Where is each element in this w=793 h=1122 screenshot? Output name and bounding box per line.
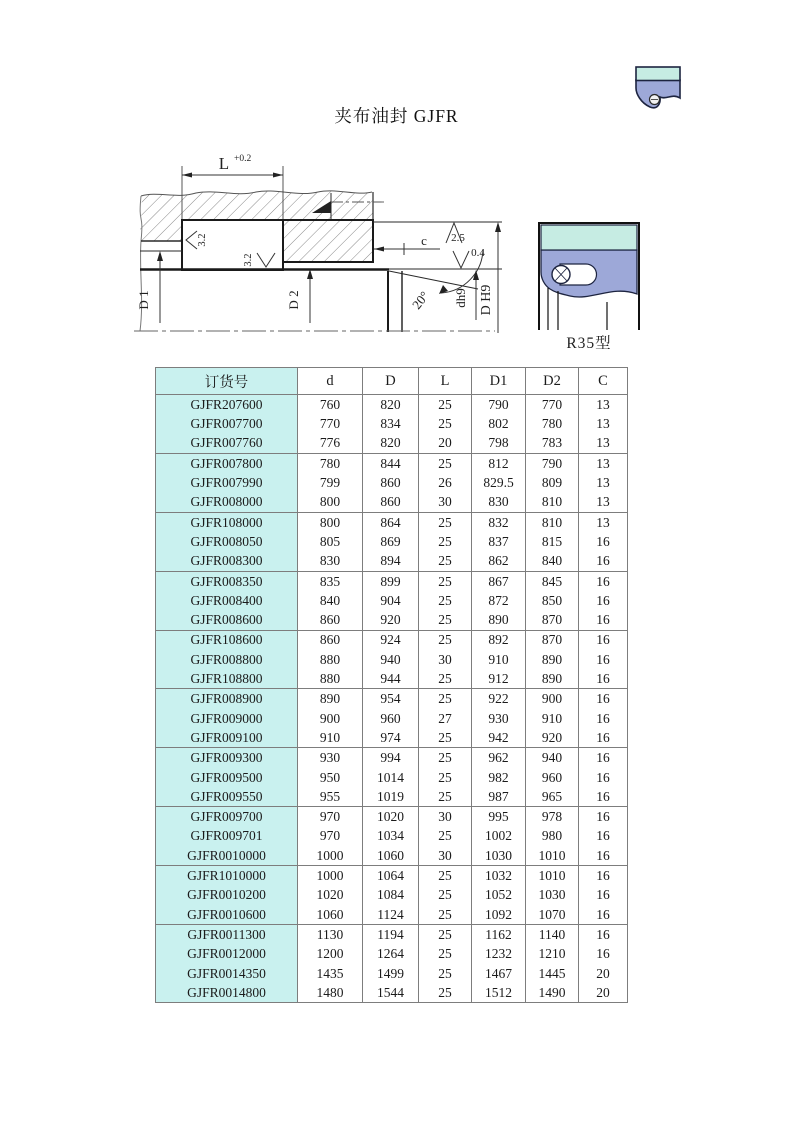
order-number-cell: GJFR108600: [156, 630, 298, 650]
value-cell: 30: [419, 846, 472, 866]
table-row: [156, 630, 628, 650]
value-cell: 800: [298, 492, 363, 512]
table-row: [156, 748, 628, 768]
value-cell: 960: [526, 768, 579, 787]
order-number-cell: GJFR008350: [156, 571, 298, 591]
value-cell: 25: [419, 964, 472, 983]
value-cell: 25: [419, 610, 472, 630]
table-row: [156, 473, 628, 492]
value-cell: 835: [298, 571, 363, 591]
value-cell: 820: [363, 434, 419, 454]
value-cell: 954: [363, 689, 419, 709]
column-header-0: 订货号: [156, 368, 298, 395]
value-cell: 30: [419, 807, 472, 827]
label-seal-type: R35型: [566, 335, 612, 352]
value-cell: 910: [298, 728, 363, 748]
value-cell: 1490: [526, 983, 579, 1003]
order-number-cell: GJFR009300: [156, 748, 298, 768]
label-rough-shaft: 0.4: [471, 247, 485, 259]
value-cell: 995: [472, 807, 526, 827]
r35-top-band: [541, 225, 637, 250]
value-cell: 955: [298, 787, 363, 807]
value-cell: 900: [526, 689, 579, 709]
value-cell: 1232: [472, 944, 526, 963]
value-cell: 860: [363, 473, 419, 492]
value-cell: 16: [579, 944, 628, 963]
value-cell: 840: [526, 551, 579, 571]
table-row: [156, 846, 628, 866]
value-cell: 805: [298, 532, 363, 551]
value-cell: 864: [363, 512, 419, 532]
value-cell: 850: [526, 591, 579, 610]
value-cell: 920: [363, 610, 419, 630]
value-cell: 16: [579, 885, 628, 904]
value-cell: 860: [298, 610, 363, 630]
value-cell: 25: [419, 885, 472, 904]
value-cell: 25: [419, 571, 472, 591]
order-number-cell: GJFR009500: [156, 768, 298, 787]
table-row: [156, 434, 628, 454]
value-cell: 799: [298, 473, 363, 492]
value-cell: 20: [579, 964, 628, 983]
order-number-cell: GJFR009550: [156, 787, 298, 807]
value-cell: 950: [298, 768, 363, 787]
dimension-d2: [286, 269, 313, 323]
table-row: [156, 925, 628, 945]
value-cell: 830: [298, 551, 363, 571]
value-cell: 1445: [526, 964, 579, 983]
table-row: [156, 728, 628, 748]
value-cell: 780: [298, 453, 363, 473]
value-cell: 812: [472, 453, 526, 473]
value-cell: 1002: [472, 827, 526, 846]
label-dim-d2: D 2: [286, 290, 301, 310]
table-row: [156, 905, 628, 925]
order-number-cell: GJFR0014800: [156, 983, 298, 1003]
label-rough-bore: 2.5: [451, 232, 465, 244]
value-cell: 810: [526, 492, 579, 512]
order-number-cell: GJFR007990: [156, 473, 298, 492]
value-cell: 25: [419, 669, 472, 689]
value-cell: 16: [579, 630, 628, 650]
order-number-cell: GJFR009000: [156, 709, 298, 728]
value-cell: 16: [579, 768, 628, 787]
value-cell: 940: [363, 650, 419, 669]
value-cell: 840: [298, 591, 363, 610]
value-cell: 25: [419, 414, 472, 433]
value-cell: 970: [298, 807, 363, 827]
logo-seal-top-band: [636, 67, 680, 81]
table-row: [156, 807, 628, 827]
label-dim-l-tol: +0.2: [234, 154, 252, 164]
table-row: [156, 885, 628, 904]
value-cell: 869: [363, 532, 419, 551]
value-cell: 13: [579, 395, 628, 415]
size-table: [155, 367, 628, 1003]
value-cell: 30: [419, 650, 472, 669]
value-cell: 974: [363, 728, 419, 748]
value-cell: 809: [526, 473, 579, 492]
label-dim-c: c: [421, 233, 427, 248]
label-rough-seal-2: 3.2: [243, 253, 254, 267]
column-header-3: L: [419, 368, 472, 395]
value-cell: 1020: [363, 807, 419, 827]
value-cell: 1092: [472, 905, 526, 925]
value-cell: 1030: [526, 885, 579, 904]
value-cell: 16: [579, 532, 628, 551]
value-cell: 16: [579, 709, 628, 728]
value-cell: 870: [526, 610, 579, 630]
value-cell: 912: [472, 669, 526, 689]
value-cell: 25: [419, 630, 472, 650]
value-cell: 20: [579, 983, 628, 1003]
label-dim-d1: D 1: [136, 290, 151, 310]
value-cell: 815: [526, 532, 579, 551]
value-cell: 870: [526, 630, 579, 650]
value-cell: 1030: [472, 846, 526, 866]
table-row: [156, 453, 628, 473]
value-cell: 25: [419, 395, 472, 415]
value-cell: 16: [579, 748, 628, 768]
value-cell: 25: [419, 728, 472, 748]
order-number-cell: GJFR008000: [156, 492, 298, 512]
value-cell: 994: [363, 748, 419, 768]
value-cell: 880: [298, 669, 363, 689]
value-cell: 1194: [363, 925, 419, 945]
table-row: [156, 964, 628, 983]
order-number-cell: GJFR0012000: [156, 944, 298, 963]
value-cell: 1014: [363, 768, 419, 787]
value-cell: 26: [419, 473, 472, 492]
order-number-cell: GJFR108000: [156, 512, 298, 532]
table-row: [156, 944, 628, 963]
value-cell: 1124: [363, 905, 419, 925]
value-cell: 16: [579, 827, 628, 846]
value-cell: 16: [579, 787, 628, 807]
value-cell: 1060: [298, 905, 363, 925]
value-cell: 25: [419, 453, 472, 473]
column-header-1: d: [298, 368, 363, 395]
value-cell: 1020: [298, 885, 363, 904]
value-cell: 1060: [363, 846, 419, 866]
label-dim-l: L: [218, 154, 230, 173]
table-row: [156, 983, 628, 1003]
dimension-DH9: [479, 222, 501, 333]
table-header-row: [156, 368, 628, 395]
value-cell: 1010: [526, 866, 579, 886]
value-cell: 924: [363, 630, 419, 650]
column-header-4: D1: [472, 368, 526, 395]
value-cell: 13: [579, 512, 628, 532]
value-cell: 776: [298, 434, 363, 454]
dimension-dh9: [453, 270, 479, 320]
value-cell: 880: [298, 650, 363, 669]
roughness-2-5: [446, 223, 465, 244]
value-cell: 25: [419, 787, 472, 807]
value-cell: 13: [579, 434, 628, 454]
value-cell: 832: [472, 512, 526, 532]
table-row: [156, 650, 628, 669]
value-cell: 1210: [526, 944, 579, 963]
value-cell: 830: [472, 492, 526, 512]
value-cell: 829.5: [472, 473, 526, 492]
order-number-cell: GJFR007800: [156, 453, 298, 473]
dimension-d1: [136, 251, 163, 323]
value-cell: 899: [363, 571, 419, 591]
value-cell: 798: [472, 434, 526, 454]
value-cell: 844: [363, 453, 419, 473]
value-cell: 16: [579, 591, 628, 610]
value-cell: 16: [579, 846, 628, 866]
table-row: [156, 414, 628, 433]
table-row: [156, 591, 628, 610]
table-row: [156, 610, 628, 630]
value-cell: 16: [579, 551, 628, 571]
value-cell: 922: [472, 689, 526, 709]
value-cell: 980: [526, 827, 579, 846]
value-cell: 16: [579, 728, 628, 748]
value-cell: 862: [472, 551, 526, 571]
value-cell: 27: [419, 709, 472, 728]
value-cell: 25: [419, 748, 472, 768]
value-cell: 892: [472, 630, 526, 650]
value-cell: 13: [579, 473, 628, 492]
value-cell: 30: [419, 492, 472, 512]
value-cell: 13: [579, 492, 628, 512]
value-cell: 1499: [363, 964, 419, 983]
order-number-cell: GJFR008900: [156, 689, 298, 709]
value-cell: 780: [526, 414, 579, 433]
value-cell: 1480: [298, 983, 363, 1003]
table-body: [156, 395, 628, 1003]
value-cell: 890: [526, 669, 579, 689]
column-header-6: C: [579, 368, 628, 395]
value-cell: 930: [472, 709, 526, 728]
table-row: [156, 866, 628, 886]
value-cell: 900: [298, 709, 363, 728]
value-cell: 1467: [472, 964, 526, 983]
value-cell: 845: [526, 571, 579, 591]
value-cell: 1512: [472, 983, 526, 1003]
value-cell: 25: [419, 689, 472, 709]
value-cell: 930: [298, 748, 363, 768]
value-cell: 860: [363, 492, 419, 512]
order-number-cell: GJFR0011300: [156, 925, 298, 945]
value-cell: 965: [526, 787, 579, 807]
technical-drawing: [110, 140, 670, 365]
value-cell: 16: [579, 571, 628, 591]
order-number-cell: GJFR008800: [156, 650, 298, 669]
order-number-cell: GJFR009100: [156, 728, 298, 748]
value-cell: 16: [579, 669, 628, 689]
column-header-5: D2: [526, 368, 579, 395]
dimension-c: [374, 233, 440, 255]
value-cell: 970: [298, 827, 363, 846]
order-number-cell: GJFR008400: [156, 591, 298, 610]
value-cell: 16: [579, 905, 628, 925]
table-row: [156, 532, 628, 551]
order-number-cell: GJFR007700: [156, 414, 298, 433]
value-cell: 987: [472, 787, 526, 807]
order-number-cell: GJFR0010200: [156, 885, 298, 904]
value-cell: 1435: [298, 964, 363, 983]
roughness-0-4: [453, 247, 485, 268]
order-number-cell: GJFR008300: [156, 551, 298, 571]
table-row: [156, 768, 628, 787]
value-cell: 20: [419, 434, 472, 454]
value-cell: 770: [526, 395, 579, 415]
value-cell: 25: [419, 925, 472, 945]
order-number-cell: GJFR009700: [156, 807, 298, 827]
value-cell: 1032: [472, 866, 526, 886]
table-row: [156, 512, 628, 532]
value-cell: 790: [472, 395, 526, 415]
value-cell: 25: [419, 827, 472, 846]
value-cell: 942: [472, 728, 526, 748]
value-cell: 1264: [363, 944, 419, 963]
value-cell: 25: [419, 532, 472, 551]
value-cell: 783: [526, 434, 579, 454]
value-cell: 800: [298, 512, 363, 532]
value-cell: 1162: [472, 925, 526, 945]
gland-section: [283, 220, 373, 262]
value-cell: 904: [363, 591, 419, 610]
value-cell: 16: [579, 689, 628, 709]
value-cell: 867: [472, 571, 526, 591]
column-header-2: D: [363, 368, 419, 395]
value-cell: 790: [526, 453, 579, 473]
value-cell: 13: [579, 453, 628, 473]
order-number-cell: GJFR0010600: [156, 905, 298, 925]
label-rough-seal-1: 3.2: [197, 233, 208, 247]
value-cell: 872: [472, 591, 526, 610]
value-cell: 1000: [298, 866, 363, 886]
value-cell: 16: [579, 610, 628, 630]
order-number-cell: GJFR008600: [156, 610, 298, 630]
value-cell: 837: [472, 532, 526, 551]
value-cell: 760: [298, 395, 363, 415]
value-cell: 16: [579, 650, 628, 669]
value-cell: 25: [419, 591, 472, 610]
value-cell: 1052: [472, 885, 526, 904]
value-cell: 962: [472, 748, 526, 768]
value-cell: 810: [526, 512, 579, 532]
r35-seal-profile: [538, 223, 640, 352]
value-cell: 890: [526, 650, 579, 669]
value-cell: 25: [419, 768, 472, 787]
order-number-cell: GJFR1010000: [156, 866, 298, 886]
value-cell: 25: [419, 866, 472, 886]
value-cell: 1019: [363, 787, 419, 807]
order-number-cell: GJFR008050: [156, 532, 298, 551]
order-number-cell: GJFR007760: [156, 434, 298, 454]
value-cell: 1034: [363, 827, 419, 846]
value-cell: 960: [363, 709, 419, 728]
page-title: 夹布油封 GJFR: [334, 106, 459, 126]
value-cell: 25: [419, 512, 472, 532]
value-cell: 978: [526, 807, 579, 827]
value-cell: 16: [579, 866, 628, 886]
table-row: [156, 689, 628, 709]
value-cell: 1140: [526, 925, 579, 945]
table-row: [156, 787, 628, 807]
value-cell: 944: [363, 669, 419, 689]
label-dim-dh9: dh9: [453, 288, 468, 308]
value-cell: 1084: [363, 885, 419, 904]
table-row: [156, 492, 628, 512]
value-cell: 890: [472, 610, 526, 630]
value-cell: 1000: [298, 846, 363, 866]
order-number-cell: GJFR0010000: [156, 846, 298, 866]
label-chamfer-angle: 20°: [408, 288, 432, 313]
value-cell: 25: [419, 944, 472, 963]
value-cell: 25: [419, 551, 472, 571]
order-number-cell: GJFR108800: [156, 669, 298, 689]
value-cell: 920: [526, 728, 579, 748]
value-cell: 770: [298, 414, 363, 433]
value-cell: 25: [419, 983, 472, 1003]
value-cell: 910: [472, 650, 526, 669]
value-cell: 894: [363, 551, 419, 571]
value-cell: 25: [419, 905, 472, 925]
order-number-cell: GJFR0014350: [156, 964, 298, 983]
table-row: [156, 551, 628, 571]
value-cell: 13: [579, 414, 628, 433]
label-dim-DH9: D H9: [479, 284, 494, 316]
value-cell: 940: [526, 748, 579, 768]
table-row: [156, 669, 628, 689]
value-cell: 16: [579, 925, 628, 945]
value-cell: 1064: [363, 866, 419, 886]
value-cell: 16: [579, 807, 628, 827]
value-cell: 860: [298, 630, 363, 650]
value-cell: 1070: [526, 905, 579, 925]
value-cell: 834: [363, 414, 419, 433]
value-cell: 890: [298, 689, 363, 709]
table-row: [156, 827, 628, 846]
value-cell: 1130: [298, 925, 363, 945]
value-cell: 910: [526, 709, 579, 728]
order-number-cell: GJFR207600: [156, 395, 298, 415]
order-number-cell: GJFR009701: [156, 827, 298, 846]
table-row: [156, 395, 628, 415]
value-cell: 1010: [526, 846, 579, 866]
table-row: [156, 571, 628, 591]
value-cell: 1200: [298, 944, 363, 963]
value-cell: 982: [472, 768, 526, 787]
table-row: [156, 709, 628, 728]
value-cell: 820: [363, 395, 419, 415]
value-cell: 802: [472, 414, 526, 433]
value-cell: 1544: [363, 983, 419, 1003]
